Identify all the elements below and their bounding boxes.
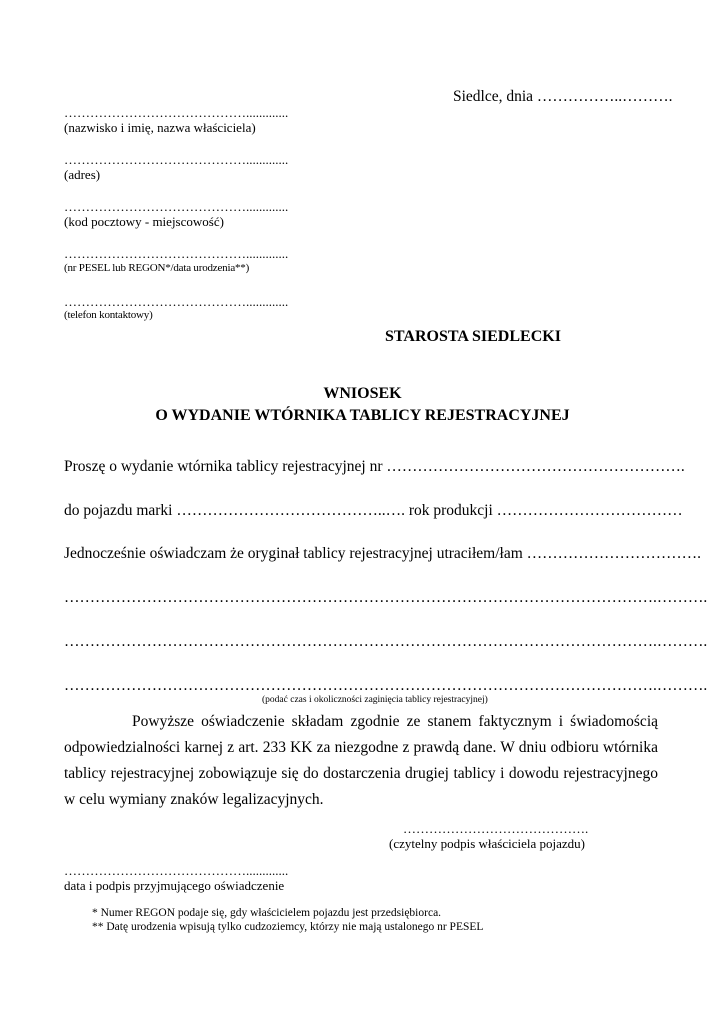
receiver-signature-label: data i podpis przyjmującego oświadczenie — [64, 878, 285, 893]
address-field-dots[interactable]: ……………………………………............. — [64, 152, 289, 167]
phone-field-label: (telefon kontaktowy) — [64, 309, 153, 321]
circumstances-hint: (podać czas i okoliczności zaginięcia tablicy rejestracyjnej) — [262, 695, 488, 705]
pesel-field-dots[interactable]: ……………………………………............. — [64, 246, 289, 261]
name-field-label: (nazwisko i imię, nazwa właściciela) — [64, 120, 256, 135]
owner-signature-dots[interactable]: ……………………………………. — [403, 821, 589, 836]
address-field-label: (adres) — [64, 167, 101, 182]
owner-signature-label: (czytelny podpis właściciela pojazdu) — [389, 836, 586, 851]
footnote-birthdate: ** Datę urodzenia wpisują tylko cudzoziemcy, którzy nie mają ustalonego nr PESEL — [92, 921, 484, 933]
declaration-line[interactable]: Jednocześnie oświadczam że oryginał tablicy rejestracyjnej utraciłem/łam ……………………………. — [64, 545, 702, 562]
plate-number-line[interactable]: Proszę o wydanie wtórnika tablicy rejestracyjnej nr …………………………………………………. — [64, 458, 685, 475]
vehicle-brand-line[interactable]: do pojazdu marki …………………………………..…. rok produkcji ……………………………… — [64, 502, 683, 519]
phone-field-dots[interactable]: ……………………………………............. — [64, 294, 289, 309]
document-title: WNIOSEK — [323, 385, 402, 402]
name-field-dots[interactable]: ……………………………………............. — [64, 105, 289, 120]
postal-field-dots[interactable]: ……………………………………............. — [64, 199, 289, 214]
statement-line: w celu wymiany znaków legalizacyjnych. — [64, 791, 324, 808]
blank-line[interactable]: …………………………………………………………………………………………………….………. — [64, 633, 708, 650]
blank-line[interactable]: …………………………………………………………………………………………………….………. — [64, 677, 708, 694]
addressee: STAROSTA SIEDLECKI — [385, 328, 561, 345]
statement-line: odpowiedzialności karnej z art. 233 KK za niezgodne z prawdą dane. W dniu odbioru wtórnika — [64, 739, 658, 756]
document-subtitle: O WYDANIE WTÓRNIKA TABLICY REJESTRACYJNEJ — [155, 407, 570, 424]
receiver-signature-dots[interactable]: ……………………………………............. — [64, 863, 289, 878]
place-date[interactable]: Siedlce, dnia ……………..………. — [453, 88, 673, 105]
statement-line: tablicy rejestracyjnej zobowiązuje się do dostarczenia drugiej tablicy i dowodu rejestracyjnego — [64, 765, 658, 782]
statement-paragraph — [64, 709, 658, 813]
blank-line[interactable]: …………………………………………………………………………………………………….………. — [64, 589, 708, 606]
pesel-field-label: (nr PESEL lub REGON*/data urodzenia**) — [64, 262, 250, 274]
statement-line: Powyższe oświadczenie składam zgodnie ze stanem faktycznym i świadomością — [132, 713, 658, 730]
footnote-regon: * Numer REGON podaje się, gdy właścicielem pojazdu jest przedsiębiorca. — [92, 907, 442, 919]
postal-field-label: (kod pocztowy - miejscowość) — [64, 214, 224, 229]
